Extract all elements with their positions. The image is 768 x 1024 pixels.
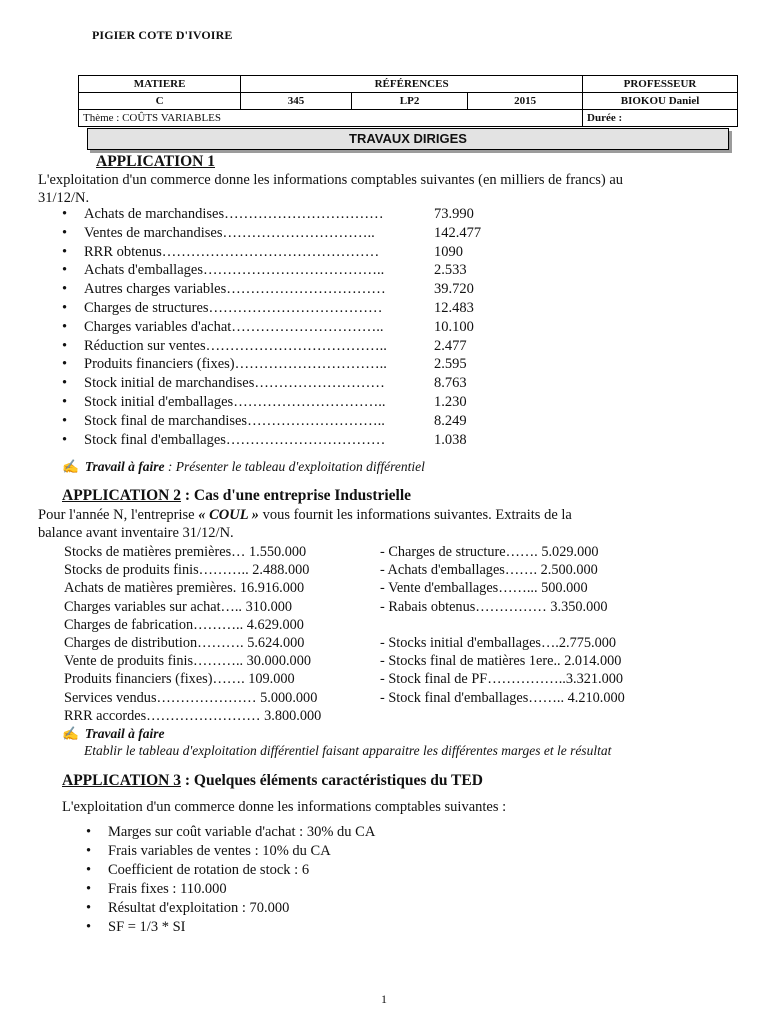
app1-title: APPLICATION 1: [96, 153, 215, 170]
list-item: [62, 431, 532, 450]
balance-line: - Stock final d'emballages…….. 4.210.000: [380, 689, 625, 706]
item-label: RRR obtenus………………………………………: [84, 243, 380, 260]
app1-work-line: [62, 458, 425, 476]
app2-work-text: Etablir le tableau d'exploitation différentiel faisant apparaitre les différentes marges et le résultat: [84, 743, 612, 758]
list-item: [62, 412, 532, 431]
cell-ref-1: 345: [241, 93, 352, 110]
list-item: [86, 823, 375, 842]
list-item: [62, 280, 532, 299]
list-item: [62, 299, 532, 318]
balance-line: - Stock final de PF……………..3.321.000: [380, 671, 624, 688]
balance-line: Produits financiers (fixes)……. 109.000: [64, 671, 295, 688]
app2-title-text: : Cas d'une entreprise Industrielle: [180, 487, 412, 504]
pointing-hand-icon: ✍: [62, 459, 79, 474]
item-label: Ventes de marchandises…………………………..: [84, 224, 375, 241]
course-info-table: [78, 75, 738, 127]
balance-line: Vente de produits finis……….. 30.000.000: [64, 653, 311, 670]
list-item: [62, 355, 532, 374]
item-text: SF = 1/3 * SI: [108, 918, 186, 935]
item-value: 73.990: [434, 206, 474, 222]
list-item: [62, 243, 532, 262]
app2-intro-a: Pour l'année N, l'entreprise: [38, 507, 199, 523]
item-label: Charges variables d'achat…………………………..: [84, 318, 384, 335]
app3-title: [62, 772, 483, 791]
item-value: 2.533: [434, 262, 467, 279]
app2-intro-c: vous fournit les informations suivantes. Extraits de la: [258, 507, 572, 523]
balance-line: Charges de fabrication……….. 4.629.000: [64, 616, 304, 633]
item-value: 1090: [434, 243, 463, 260]
item-label: Autres charges variables……………………………: [84, 281, 386, 298]
list-item: [86, 842, 375, 861]
bullet-icon: •: [62, 262, 68, 279]
cell-theme: Thème : COÛTS VARIABLES: [79, 110, 583, 127]
balance-line: - Vente d'emballages……... 500.000: [380, 580, 588, 597]
bullet-icon: •: [86, 899, 92, 916]
item-value: 142.477: [434, 224, 482, 241]
balance-line: Charges variables sur achat….. 310.000: [64, 598, 293, 615]
item-label: Charges de structures………………………………: [84, 299, 383, 316]
bullet-icon: •: [62, 281, 68, 298]
bullet-icon: •: [62, 318, 68, 335]
item-text: Résultat d'exploitation : 70.000: [108, 899, 290, 916]
item-label: Stock final d'emballages……………………………: [84, 431, 386, 448]
cell-duree: Durée :: [583, 110, 738, 127]
app2-work-line: [62, 725, 165, 743]
item-label: Produits financiers (fixes)…………………………..: [84, 356, 387, 373]
bullet-icon: •: [86, 918, 92, 935]
bullet-icon: •: [86, 880, 92, 897]
bullet-icon: •: [62, 356, 68, 373]
balance-line: - Charges de structure……. 5.029.000: [380, 544, 599, 560]
balance-line: - Rabais obtenus…………… 3.350.000: [380, 598, 608, 615]
item-value: 39.720: [434, 281, 474, 298]
app2-intro-line2: balance avant inventaire 31/12/N.: [38, 525, 234, 541]
balance-line: RRR accordes…………………… 3.800.000: [64, 707, 322, 724]
balance-line: - Achats d'emballages……. 2.500.000: [380, 562, 598, 579]
item-label: Achats de marchandises……………………………: [84, 206, 384, 222]
item-text: Marges sur coût variable d'achat : 30% du CA: [108, 824, 376, 840]
pointing-hand-icon: ✍: [62, 726, 79, 741]
bullet-icon: •: [62, 243, 68, 260]
app3-intro: L'exploitation d'un commerce donne les informations comptables suivantes :: [62, 799, 507, 815]
list-item: [62, 205, 532, 224]
item-value: 10.100: [434, 318, 474, 335]
bullet-icon: •: [86, 842, 92, 859]
list-item: [86, 899, 375, 918]
app3-title-text: : Quelques éléments caractéristiques du TED: [180, 772, 483, 789]
cell-matiere: C: [79, 93, 241, 110]
list-item: [86, 880, 375, 899]
bullet-icon: •: [62, 412, 68, 429]
list-item: [62, 318, 532, 337]
app2-intro-line1: [38, 506, 572, 525]
item-label: Réduction sur ventes………………………………..: [84, 337, 387, 354]
app2-company-name: « COUL »: [198, 507, 259, 523]
item-label: Stock initial de marchandises………………………: [84, 375, 385, 392]
item-value: 1.230: [434, 393, 467, 410]
item-value: 8.763: [434, 375, 467, 392]
section-banner: TRAVAUX DIRIGES: [87, 128, 729, 150]
balance-line: Stocks de produits finis……….. 2.488.000: [64, 562, 310, 579]
app1-intro-line2: 31/12/N.: [38, 190, 90, 206]
header-matiere: MATIERE: [79, 76, 241, 93]
cell-ref-2: LP2: [351, 93, 468, 110]
list-item: [86, 918, 375, 937]
list-item: [62, 393, 532, 412]
page-number: 1: [381, 992, 387, 1006]
header-references: RÉFÉRENCES: [241, 76, 583, 93]
item-value: 2.595: [434, 356, 467, 373]
cell-professeur: BIOKOU Daniel: [583, 93, 738, 110]
balance-line: - Stocks initial d'emballages….2.775.000: [380, 635, 617, 652]
bullet-icon: •: [62, 393, 68, 410]
app2-left-column: [64, 543, 321, 725]
app3-title-number: APPLICATION 3: [62, 772, 181, 789]
bullet-icon: •: [62, 224, 68, 241]
item-text: Frais fixes : 110.000: [108, 880, 227, 897]
bullet-icon: •: [62, 206, 68, 222]
app1-intro-line1: L'exploitation d'un commerce donne les informations comptables suivantes (en milliers de francs) au: [38, 172, 624, 188]
list-item: [62, 374, 532, 393]
balance-line: [380, 616, 625, 634]
app3-item-list: [86, 823, 375, 936]
app1-work-text: : Présenter le tableau d'exploitation différentiel: [164, 459, 425, 474]
balance-line: - Stocks final de matières 1ere.. 2.014.000: [380, 653, 622, 670]
balance-line: Charges de distribution………. 5.624.000: [64, 635, 305, 652]
balance-line: Stocks de matières premières… 1.550.000: [64, 544, 307, 560]
item-label: Achats d'emballages………………………………..: [84, 262, 385, 279]
list-item: [86, 861, 375, 880]
bullet-icon: •: [62, 299, 68, 316]
item-text: Frais variables de ventes : 10% du CA: [108, 842, 331, 859]
item-text: Coefficient de rotation de stock : 6: [108, 861, 310, 878]
item-value: 8.249: [434, 412, 467, 429]
list-item: [62, 261, 532, 280]
bullet-icon: •: [62, 375, 68, 392]
bullet-icon: •: [86, 861, 92, 878]
balance-line: Services vendus………………… 5.000.000: [64, 689, 318, 706]
item-label: Stock final de marchandises………………………..: [84, 412, 385, 429]
app2-title-number: APPLICATION 2: [62, 487, 181, 504]
school-name: PIGIER COTE D'IVOIRE: [92, 28, 233, 42]
item-value: 2.477: [434, 337, 467, 354]
app1-item-list: [62, 205, 532, 449]
app2-right-column: [380, 543, 625, 707]
balance-line: Achats de matières premières. 16.916.000: [64, 580, 305, 597]
item-value: 12.483: [434, 299, 474, 316]
list-item: [62, 337, 532, 356]
app2-work-label: Travail à faire: [84, 726, 165, 741]
cell-ref-3: 2015: [468, 93, 583, 110]
item-value: 1.038: [434, 431, 467, 448]
app2-title: [62, 487, 411, 506]
bullet-icon: •: [62, 431, 68, 448]
app1-work-label: Travail à faire: [84, 459, 165, 474]
list-item: [62, 224, 532, 243]
item-label: Stock initial d'emballages…………………………..: [84, 393, 386, 410]
bullet-icon: •: [62, 337, 68, 354]
bullet-icon: •: [86, 824, 92, 840]
header-professeur: PROFESSEUR: [583, 76, 738, 93]
